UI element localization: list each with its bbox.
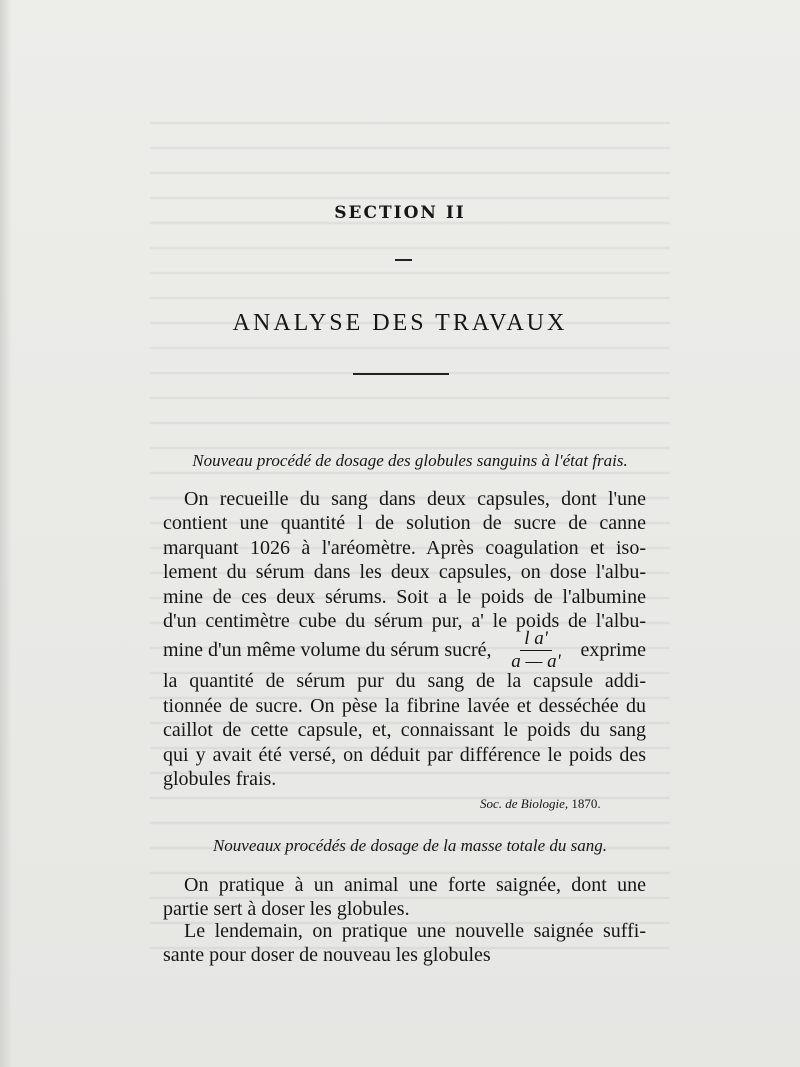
- text-line: mine de ces deux sérums. Soit a le poids de l'albumine: [163, 585, 646, 608]
- text-line: lement du sérum dans les deux capsules, on dose l'albu-: [163, 561, 646, 584]
- page-edge-shadow: [0, 0, 12, 1067]
- article-2-paragraph-1: [163, 873, 646, 922]
- citation-year: 1870.: [571, 796, 601, 811]
- text-line: la quantité de sérum pur du sang de la capsule addi-: [163, 670, 646, 693]
- text-line: d'un centimètre cube du sérum pur, a' le poids de l'albu-: [163, 610, 646, 633]
- text-line: partie sert à doser les globules.: [163, 898, 410, 921]
- citation-source: Soc. de Biologie,: [480, 796, 569, 811]
- section-heading: SECTION II: [334, 203, 466, 223]
- article-2-heading: Nouveaux procédés de dosage de la masse totale du sang.: [212, 836, 608, 855]
- text-line: On pratique à un animal une forte saignée, dont une: [184, 874, 646, 896]
- heading-separator: [395, 259, 412, 261]
- fraction-line: [163, 627, 646, 673]
- text-line: qui y avait été versé, on déduit par différence le poids des: [163, 743, 646, 766]
- text-line: caillot de cette capsule, et, connaissant le poids du sang: [163, 719, 646, 742]
- text-line: contient une quantité l de solution de sucre de canne: [163, 512, 646, 535]
- title-rule: [353, 373, 449, 375]
- article-2-paragraph-2: [163, 919, 646, 968]
- text-line: marquant 1026 à l'aréomètre. Après coagulation et iso-: [163, 536, 646, 559]
- text-line: sante pour doser de nouveau les globules: [163, 944, 491, 967]
- article-1-body: [163, 487, 646, 791]
- main-title: ANALYSE DES TRAVAUX: [232, 310, 568, 336]
- text-line: On recueille du sang dans deux capsules, dont l'une: [184, 488, 646, 510]
- fraction-denominator: a — a': [511, 650, 561, 672]
- article-1-heading: Nouveau procédé de dosage des globules sanguins à l'état frais.: [192, 451, 628, 470]
- text-line: tionnée de sucre. On pèse la fibrine lavée et desséchée du: [163, 694, 646, 717]
- fraction-line-end: exprime: [580, 639, 646, 662]
- citation: [480, 796, 601, 812]
- text-line: globules frais.: [163, 768, 277, 791]
- fraction-formula: [511, 629, 560, 672]
- text-line: Le lendemain, on pratique une nouvelle saignée suffi-: [184, 920, 646, 942]
- fraction-numerator: l a': [520, 629, 552, 651]
- fraction-line-start: mine d'un même volume du sérum sucré,: [163, 639, 492, 662]
